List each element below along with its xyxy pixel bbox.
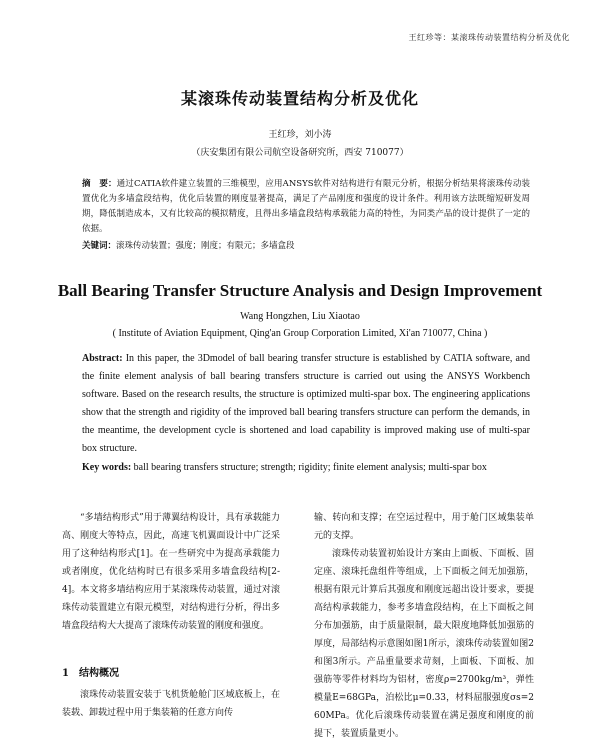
affiliation-chinese: （庆安集团有限公司航空设备研究所，西安 710077） bbox=[191, 148, 409, 158]
body-left-column bbox=[62, 509, 280, 635]
section-title: 结构概况 bbox=[78, 668, 119, 679]
abstract-label-chinese: 摘 要： bbox=[82, 179, 117, 189]
keywords-label-chinese: 关键词： bbox=[82, 241, 117, 251]
keywords-chinese bbox=[82, 239, 530, 253]
keywords-text-chinese: 滚珠传动装置；强度；刚度；有限元；多墙盒段 bbox=[116, 241, 295, 251]
body-paragraph: 输、转向和支撑；在空运过程中，用于舱门区域集装单元的支撑。 bbox=[314, 513, 534, 541]
affiliation-english: ( Institute of Aviation Equipment, Qing'an Group Corporation Limited, Xi'an 710077, China ) bbox=[112, 328, 488, 339]
section-number: 1 bbox=[62, 668, 69, 679]
authors-english: Wang Hongzhen, Liu Xiaotao bbox=[240, 311, 360, 322]
body-right-column bbox=[314, 509, 534, 743]
body-paragraph: 滚珠传动装置初始设计方案由上面板、下面板、固定座、滚珠托盘组件等组成，上下面板之间无加强筋，根据有限元计算后其强度和刚度远超出设计要求，要提高结构承载能力，参考多墙盒段结构，在上下面板之间分布加强筋，由于质量限制，最大限度地降低加强筋的厚度，局部结构示意图如图1所示，滚珠传动装置如图2和图3所示。产品重量要求苛刻，上面板、下面板、加强筋等零件材料均为铝材，密度ρ=2700kg/m³，弹性模量E=68GPa，泊松比μ=0.33，材料屈服强度σs=260MPa。优化后滚珠传动装置在满足强度和刚度的前提下，装置质量更小。 bbox=[314, 549, 534, 739]
abstract-text-chinese: 通过CATIA软件建立装置的三维模型，应用ANSYS软件对结构进行有限元分析，根据分析结果将滚珠传动装置优化为多墙盒段结构，优化后装置的刚度显著提高，满足了产品刚度和强度的设计条件。利用该方法既缩短研发周期，降低制造成本，又有比较高的模拟精度，且得出多墙盒段结构承载能力高的特性，为同类产品的设计提供了一定的依据。 bbox=[82, 179, 530, 234]
paper-title-chinese: 某滚珠传动装置结构分析及优化 bbox=[180, 89, 419, 108]
authors-chinese: 王红珍，刘小涛 bbox=[268, 130, 332, 140]
abstract-chinese bbox=[82, 177, 530, 237]
keywords-text-english: ball bearing transfers structure; strength; rigidity; finite element analysis; multi-spar box bbox=[131, 462, 487, 473]
running-header: 王红珍等：某滚珠传动装置结构分析及优化 bbox=[408, 33, 570, 42]
keywords-english bbox=[82, 461, 530, 475]
abstract-label-english: Abstract: bbox=[82, 353, 123, 364]
section-paragraph: 滚珠传动装置安装于飞机货舱舱门区域底板上，在装载、卸载过程中用于集装箱的任意方向传 bbox=[62, 690, 280, 718]
body-paragraph: “多墙结构形式”用于薄翼结构设计，具有承载能力高、刚度大等特点，因此，高速飞机翼面设计中广泛采用了这种结构形式[1]。在一些研究中为提高承载能力或者刚度，优化结构时已有很多采用多墙盒段结构[2-4]。本文将多墙结构应用于某滚珠传动装置，通过对滚珠传动装置建立有限元模型，对结构进行分析，得出多墙盒段结构大大提高了滚珠传动装置的刚度和强度。 bbox=[62, 513, 280, 631]
section-heading bbox=[62, 664, 119, 679]
abstract-english bbox=[82, 350, 530, 458]
abstract-text-english: In this paper, the 3Dmodel of ball bearing transfer structure is established by CATIA software, and the finite element analysis of ball bearing transfers structure is carried out using the ANSYS Workbench software. Based on the research results, the structure is optimized multi-spar box. The engineering applications show that the strength and rigidity of the improved ball bearing transfers structure can perform the demands, in the meantime, the development cycle is shortened and load capability is improved making use of multi-spar box structure. bbox=[82, 353, 530, 454]
paper-title-english: Ball Bearing Transfer Structure Analysis and Design Improvement bbox=[57, 281, 543, 300]
keywords-label-english: Key words: bbox=[82, 462, 132, 473]
